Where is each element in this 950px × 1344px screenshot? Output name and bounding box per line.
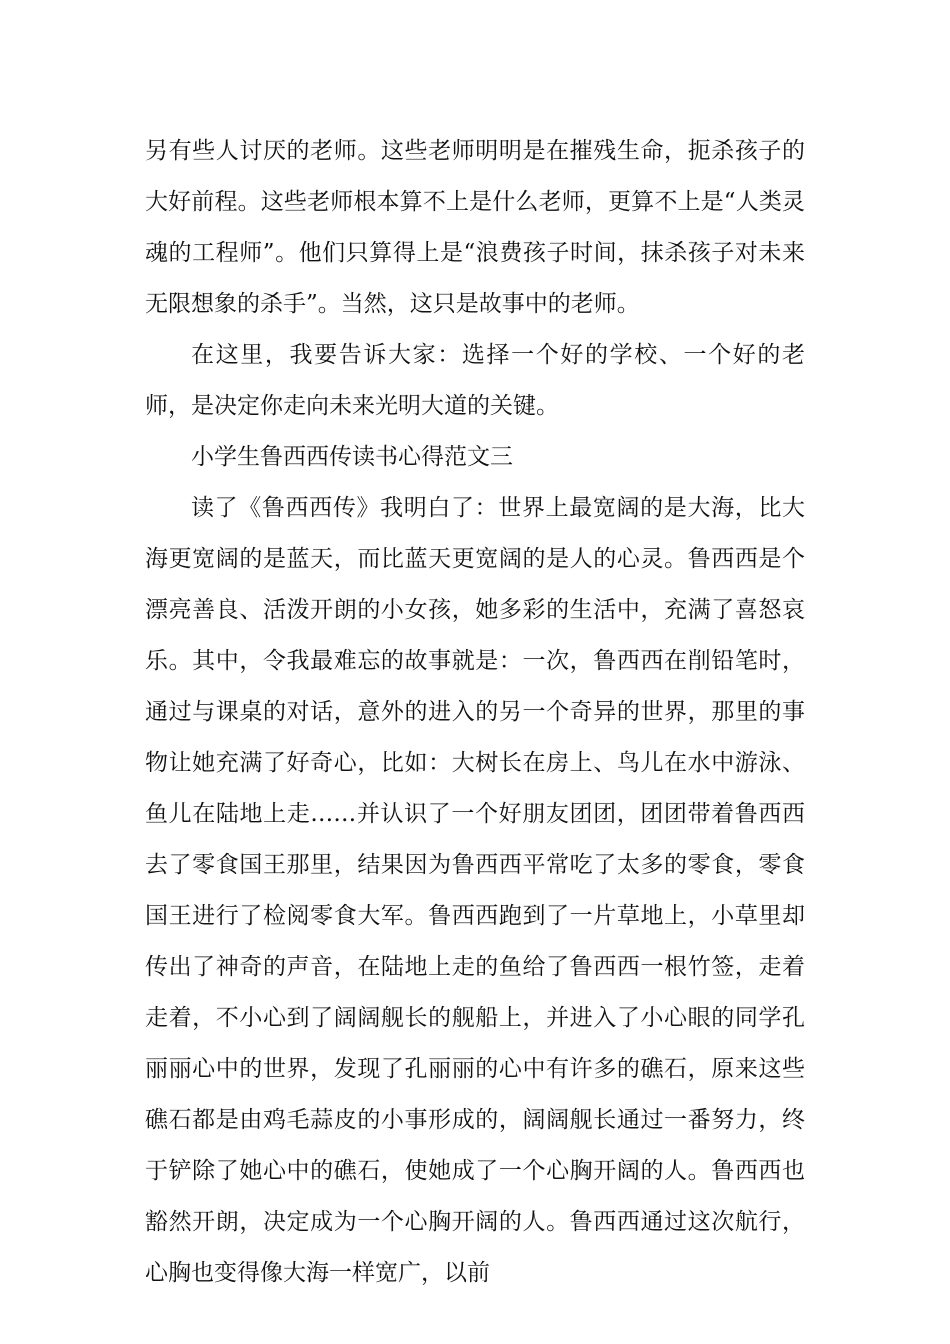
document-body — [145, 126, 805, 1299]
section-heading: 小学生鲁西西传读书心得范文三 — [191, 444, 513, 470]
paragraph-advice: 在这里，我要告诉大家：选择一个好的学校、一个好的老师，是决定你走向未来光明大道的关键。 — [145, 342, 805, 419]
paragraph-teachers: 另有些人讨厌的老师。这些老师明明是在摧残生命，扼杀孩子的大好前程。这些老师根本算不上是什么老师，更算不上是“人类灵魂的工程师”。他们只算得上是“浪费孩子时间，抹杀孩子对未来无限想象的杀手”。当然，这只是故事中的老师。 — [145, 138, 805, 317]
paragraph-story: 读了《鲁西西传》我明白了：世界上最宽阔的是大海，比大海更宽阔的是蓝天，而比蓝天更宽阔的是人的心灵。鲁西西是个漂亮善良、活泼开朗的小女孩，她多彩的生活中，充满了喜怒哀乐。其中，令我最难忘的故事就是：一次，鲁西西在削铅笔时，通过与课桌的对话，意外的进入的另一个奇异的世界，那里的事物让她充满了好奇心，比如：大树长在房上、鸟儿在水中游泳、鱼儿在陆地上走……并认识了一个好朋友团团，团团带着鲁西西去了零食国王那里，结果因为鲁西西平常吃了太多的零食，零食国王进行了检阅零食大军。鲁西西跑到了一片草地上，小草里却传出了神奇的声音，在陆地上走的鱼给了鲁西西一根竹签，走着走着，不小心到了阔阔舰长的舰船上，并进入了小心眼的同学孔丽丽心中的世界，发现了孔丽丽的心中有许多的礁石，原来这些礁石都是由鸡毛蒜皮的小事形成的，阔阔舰长通过一番努力，终于铲除了她心中的礁石，使她成了一个心胸开阔的人。鲁西西也豁然开朗，决定成为一个心胸开阔的人。鲁西西通过这次航行，心胸也变得像大海一样宽广，以前 — [145, 495, 805, 1286]
